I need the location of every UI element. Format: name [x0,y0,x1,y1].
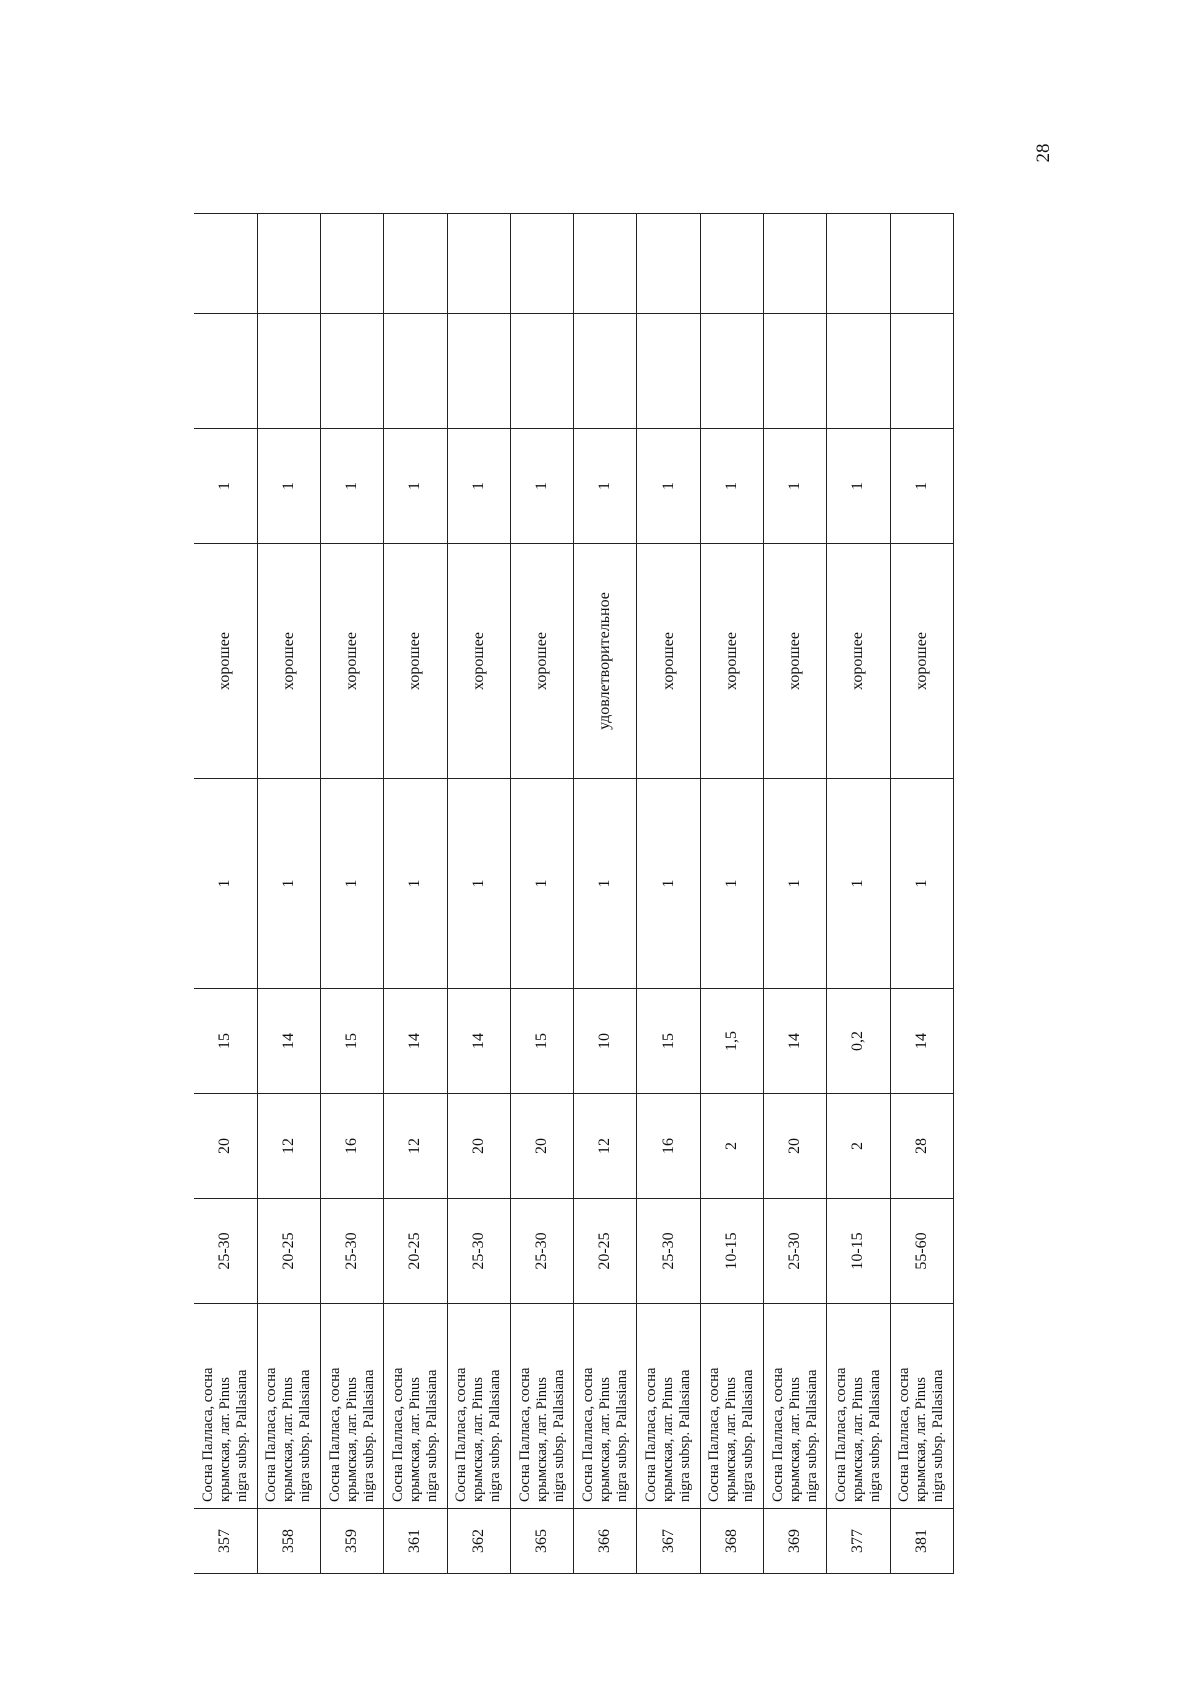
condition-cell: хорошее [321,544,384,779]
age-cell: 55-60 [890,1199,953,1304]
species-line: крымская, лат. Pinus [280,1377,297,1502]
row-number-cell: 365 [510,1509,573,1574]
row-number-cell: 367 [637,1509,700,1574]
quantity-cell: 1 [637,429,700,544]
age-cell: 25-30 [321,1199,384,1304]
diameter-cell: 20 [510,1094,573,1199]
diameter-cell: 12 [574,1094,637,1199]
species-line: nigra subsp. Pallasiana [233,1369,250,1502]
empty-cell [257,214,320,314]
height-cell: 14 [447,989,510,1094]
count-cell: 1 [321,779,384,989]
row-number-cell: 361 [384,1509,447,1574]
species-line: Сосна Палласа, сосна [579,1367,596,1502]
count-cell: 1 [890,779,953,989]
empty-cell [447,314,510,429]
table-row [827,214,890,1574]
page-number: 28 [1033,143,1054,163]
empty-cell [257,314,320,429]
empty-cell [764,314,827,429]
count-cell: 1 [510,779,573,989]
age-cell: 25-30 [637,1199,700,1304]
quantity-cell: 1 [700,429,763,544]
species-line: крымская, лат. Pinus [723,1377,740,1502]
condition-cell: хорошее [764,544,827,779]
count-cell: 1 [574,779,637,989]
species-line: Сосна Палласа, сосна [453,1367,470,1502]
species-line: nigra subsp. Pallasiana [930,1369,947,1502]
quantity-cell: 1 [447,429,510,544]
empty-cell [700,214,763,314]
diameter-cell: 16 [321,1094,384,1199]
age-cell: 25-30 [194,1199,257,1304]
species-cell [700,1304,763,1509]
row-number-cell: 381 [890,1509,953,1574]
row-number-cell: 357 [194,1509,257,1574]
table-body [194,214,954,1574]
species-line: nigra subsp. Pallasiana [866,1369,883,1502]
row-number-cell: 377 [827,1509,890,1574]
height-cell: 14 [764,989,827,1094]
height-cell: 15 [637,989,700,1094]
species-line: крымская, лат. Pinus [913,1377,930,1502]
count-cell: 1 [384,779,447,989]
empty-cell [637,314,700,429]
count-cell: 1 [447,779,510,989]
age-cell: 20-25 [384,1199,447,1304]
empty-cell [510,314,573,429]
species-cell [827,1304,890,1509]
count-cell: 1 [637,779,700,989]
row-number-cell: 369 [764,1509,827,1574]
species-line: nigra subsp. Pallasiana [487,1369,504,1502]
height-cell: 14 [257,989,320,1094]
height-cell: 15 [194,989,257,1094]
species-line: Сосна Палласа, сосна [516,1367,533,1502]
species-cell [637,1304,700,1509]
diameter-cell: 28 [890,1094,953,1199]
table-row [637,214,700,1574]
table-row [194,214,257,1574]
height-cell: 1,5 [700,989,763,1094]
age-cell: 25-30 [447,1199,510,1304]
condition-cell: хорошее [510,544,573,779]
table-row [384,214,447,1574]
species-cell [890,1304,953,1509]
species-line: Сосна Палласа, сосна [896,1367,913,1502]
row-number-cell: 358 [257,1509,320,1574]
table-row [257,214,320,1574]
condition-cell: хорошее [827,544,890,779]
species-cell [194,1304,257,1509]
species-cell [257,1304,320,1509]
species-line: крымская, лат. Pinus [786,1377,803,1502]
species-line: nigra subsp. Pallasiana [423,1369,440,1502]
species-cell [447,1304,510,1509]
count-cell: 1 [700,779,763,989]
species-line: Сосна Палласа, сосна [326,1367,343,1502]
species-cell [574,1304,637,1509]
diameter-cell: 2 [827,1094,890,1199]
row-number-cell: 359 [321,1509,384,1574]
empty-cell [384,214,447,314]
quantity-cell: 1 [574,429,637,544]
table-row [890,214,953,1574]
table-container [194,214,954,1574]
age-cell: 25-30 [510,1199,573,1304]
empty-cell [194,314,257,429]
diameter-cell: 20 [764,1094,827,1199]
empty-cell [321,214,384,314]
condition-cell: хорошее [637,544,700,779]
species-line: крымская, лат. Pinus [470,1377,487,1502]
table-row [574,214,637,1574]
species-cell [764,1304,827,1509]
diameter-cell: 20 [447,1094,510,1199]
species-line: nigra subsp. Pallasiana [297,1369,314,1502]
species-line: nigra subsp. Pallasiana [677,1369,694,1502]
condition-cell: хорошее [447,544,510,779]
species-line: крымская, лат. Pinus [849,1377,866,1502]
empty-cell [827,314,890,429]
species-line: крымская, лат. Pinus [660,1377,677,1502]
species-line: Сосна Палласа, сосна [769,1367,786,1502]
species-line: nigra subsp. Pallasiana [360,1369,377,1502]
age-cell: 20-25 [257,1199,320,1304]
species-cell [510,1304,573,1509]
empty-cell [827,214,890,314]
species-line: Сосна Палласа, сосна [643,1367,660,1502]
table-row [700,214,763,1574]
height-cell: 14 [384,989,447,1094]
condition-cell: хорошее [384,544,447,779]
height-cell: 15 [321,989,384,1094]
condition-cell: хорошее [194,544,257,779]
rotated-table-frame [194,214,954,1574]
species-line: nigra subsp. Pallasiana [613,1369,630,1502]
species-line: nigra subsp. Pallasiana [803,1369,820,1502]
quantity-cell: 1 [384,429,447,544]
empty-cell [321,314,384,429]
age-cell: 10-15 [700,1199,763,1304]
diameter-cell: 12 [257,1094,320,1199]
table-row [764,214,827,1574]
species-cell [321,1304,384,1509]
age-cell: 25-30 [764,1199,827,1304]
count-cell: 1 [194,779,257,989]
species-line: nigra subsp. Pallasiana [740,1369,757,1502]
quantity-cell: 1 [890,429,953,544]
empty-cell [510,214,573,314]
age-cell: 20-25 [574,1199,637,1304]
diameter-cell: 2 [700,1094,763,1199]
species-line: Сосна Палласа, сосна [389,1367,406,1502]
count-cell: 1 [827,779,890,989]
species-line: Сосна Палласа, сосна [706,1367,723,1502]
count-cell: 1 [764,779,827,989]
species-cell [384,1304,447,1509]
row-number-cell: 362 [447,1509,510,1574]
species-line: крымская, лат. Pinus [343,1377,360,1502]
species-line: крымская, лат. Pinus [596,1377,613,1502]
row-number-cell: 366 [574,1509,637,1574]
empty-cell [890,214,953,314]
condition-cell: хорошее [890,544,953,779]
species-line: крымская, лат. Pinus [406,1377,423,1502]
height-cell: 0,2 [827,989,890,1094]
quantity-cell: 1 [257,429,320,544]
empty-cell [194,214,257,314]
table-row [447,214,510,1574]
height-cell: 10 [574,989,637,1094]
table-row [321,214,384,1574]
quantity-cell: 1 [194,429,257,544]
species-line: Сосна Палласа, сосна [199,1367,216,1502]
species-line: Сосна Палласа, сосна [263,1367,280,1502]
quantity-cell: 1 [510,429,573,544]
empty-cell [447,214,510,314]
condition-cell: удовлетворительное [574,544,637,779]
row-number-cell: 368 [700,1509,763,1574]
empty-cell [574,214,637,314]
height-cell: 14 [890,989,953,1094]
tree-inventory-table [194,213,954,1574]
height-cell: 15 [510,989,573,1094]
empty-cell [764,214,827,314]
diameter-cell: 20 [194,1094,257,1199]
quantity-cell: 1 [827,429,890,544]
species-line: крымская, лат. Pinus [216,1377,233,1502]
age-cell: 10-15 [827,1199,890,1304]
quantity-cell: 1 [321,429,384,544]
table-row [510,214,573,1574]
empty-cell [637,214,700,314]
empty-cell [574,314,637,429]
species-line: Сосна Палласа, сосна [832,1367,849,1502]
condition-cell: хорошее [700,544,763,779]
empty-cell [384,314,447,429]
species-line: крымская, лат. Pinus [533,1377,550,1502]
species-line: nigra subsp. Pallasiana [550,1369,567,1502]
empty-cell [890,314,953,429]
diameter-cell: 16 [637,1094,700,1199]
empty-cell [700,314,763,429]
diameter-cell: 12 [384,1094,447,1199]
condition-cell: хорошее [257,544,320,779]
count-cell: 1 [257,779,320,989]
quantity-cell: 1 [764,429,827,544]
